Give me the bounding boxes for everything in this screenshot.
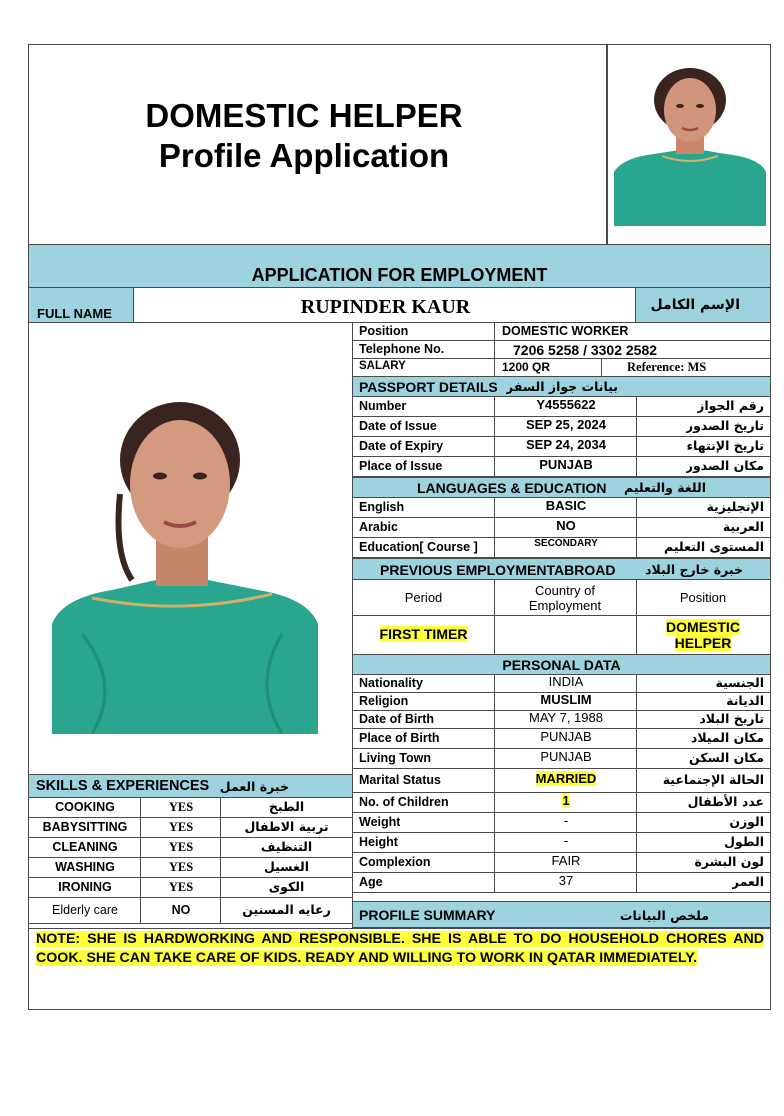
skill-label-ar: رعايه المسنين [242,902,331,917]
skill-value: YES [168,860,194,874]
basic-info-table [353,323,770,377]
languages-header [353,477,770,498]
personal-label-ar: الطول [724,834,764,849]
passport-value: SEP 25, 2024 [526,417,606,432]
telephone-label: Telephone No. [359,342,445,356]
full-name-label-ar: الإسم الكامل [650,297,740,313]
personal-label-ar: العمر [731,874,764,889]
personal-label-ar: الجنسية [715,675,764,690]
personal-row [353,813,770,833]
personal-value: MUSLIM [540,692,592,707]
profile-photo-large [52,384,318,734]
personal-label: Living Town [359,751,431,765]
personal-label-ar: تاريخ البلاد [699,711,764,726]
personal-label: Date of Birth [359,712,434,726]
profile-photo-small [614,54,766,226]
title-line-1: DOMESTIC HELPER [145,97,463,134]
passport-label-ar: مكان الصدور [685,458,764,473]
personal-row [353,833,770,853]
personal-label: Age [359,875,383,889]
full-name-value: RUPINDER KAUR [300,296,471,318]
personal-label-ar: لون البشرة [694,854,764,869]
skill-label: Elderly care [52,903,118,917]
skill-row [29,858,352,878]
previous-employment-header [353,558,770,580]
profile-summary-header [353,901,770,928]
skill-value: YES [168,880,194,894]
personal-label-ar: عدد الأطفال [687,794,764,809]
skill-label: WASHING [55,860,115,874]
skill-label: COOKING [55,800,115,814]
skill-label: IRONING [58,880,112,894]
skill-label-ar: الكوى [268,879,305,894]
personal-value: MARRIED [535,771,597,786]
personal-label: Marital Status [359,773,441,787]
passport-label-ar: تاريخ الصدور [685,418,764,433]
profile-summary-label: PROFILE SUMMARY [359,907,496,923]
skill-row [29,878,352,898]
personal-label-ar: مكان الميلاد [690,730,764,745]
previous-employment-table [353,580,770,654]
skill-label: CLEANING [52,840,118,854]
period-column-header: Period [404,590,443,605]
personal-data-label: PERSONAL DATA [502,657,621,673]
language-row [353,518,770,538]
personal-row [353,675,770,693]
skill-row [29,838,352,858]
personal-value: FAIR [551,853,581,868]
language-value: SECONDARY [534,538,598,549]
language-row [353,538,770,558]
country-column-header: Country of Employment [528,583,602,613]
personal-value: PUNJAB [540,749,592,764]
personal-label-ar: الوزن [729,814,764,829]
skill-label-ar: تربية الاطفال [244,819,329,834]
period-value: FIRST TIMER [379,626,468,642]
passport-row [353,417,770,437]
personal-row [353,711,770,729]
language-label-ar: الإنجليزية [706,499,764,514]
skill-row [29,898,352,924]
language-label-ar: العربية [722,519,764,534]
passport-header-ar: بيانات جواز السفر [506,379,618,394]
language-label: Education[ Course ] [359,540,478,554]
skill-value: YES [168,800,194,814]
passport-label-ar: رقم الجواز [697,398,764,413]
reference-value: Reference: MS [627,360,707,374]
languages-header-label: LANGUAGES & EDUCATION [417,480,607,496]
personal-label: Height [359,835,398,849]
language-row [353,498,770,518]
personal-value: PUNJAB [540,729,592,744]
languages-header-ar: اللغة والتعليم [624,480,706,495]
language-label: Arabic [359,520,398,534]
personal-value: 37 [558,873,574,888]
position-label: Position [359,324,409,338]
passport-value: PUNJAB [539,457,593,472]
skill-value: YES [168,840,194,854]
skill-row [29,798,352,818]
document-title [30,96,578,176]
personal-row [353,873,770,893]
position-value: DOMESTIC WORKER [502,324,629,338]
language-value: NO [556,518,576,533]
passport-row [353,397,770,417]
personal-label-ar: الحالة الإجتماعية [662,772,764,787]
telephone-value: 7206 5258 / 3302 2582 [513,342,658,358]
full-name-label: FULL NAME [37,306,112,321]
language-label-ar: المستوى التعليم [664,539,764,554]
personal-value: - [563,833,569,848]
application-title: APPLICATION FOR EMPLOYMENT [251,265,548,285]
skill-label-ar: التنظيف [260,839,313,854]
passport-label: Date of Expiry [359,439,444,453]
personal-row [353,693,770,711]
skill-row [29,818,352,838]
personal-value: - [563,813,569,828]
salary-value: 1200 QR [502,360,551,374]
profile-summary-ar: ملخص البيانات [619,908,709,923]
note-text: NOTE: SHE IS HARDWORKING AND RESPONSIBLE. SHE IS ABLE TO DO HOUSEHOLD CHORES AND COOK. SHE CAN TAKE CARE OF KIDS. READY AND WILLING TO WORK IN QATAR IMMEDIATELY. [36,931,764,966]
personal-row [353,769,770,793]
salary-label: SALARY [359,360,406,372]
passport-header-label: PASSPORT DETAILS [359,379,498,395]
skills-header [29,774,352,798]
personal-row [353,793,770,813]
passport-value: Y4555622 [536,397,596,412]
personal-label: Complexion [359,855,431,869]
skill-label-ar: الغسيل [263,859,309,874]
full-name-ar-cell [636,287,770,323]
full-name-value-cell [133,287,636,323]
personal-row [353,729,770,749]
passport-label: Date of Issue [359,419,437,433]
personal-label: Nationality [359,676,423,690]
personal-data-header [353,654,770,675]
personal-label: Weight [359,815,401,829]
skill-label: BABYSITTING [42,820,128,834]
title-line-2: Profile Application [158,137,450,174]
personal-value: 1 [562,793,570,808]
personal-row [353,853,770,873]
passport-label: Place of Issue [359,459,443,473]
skills-header-label: SKILLS & EXPERIENCES [36,778,210,794]
person-photo-icon [52,384,318,734]
skill-label-ar: الطبخ [268,799,305,814]
skill-value: YES [168,820,194,834]
passport-header [353,376,770,397]
personal-value: INDIA [548,674,584,689]
position-value-prev: DOMESTIC HELPER [666,619,740,651]
personal-row [353,749,770,769]
personal-label-ar: الديانة [726,693,764,708]
language-value: BASIC [545,498,587,513]
passport-value: SEP 24, 2034 [526,437,606,452]
skill-value: NO [171,903,191,917]
passport-label-ar: تاريخ الإنتهاء [686,438,764,453]
skills-header-ar: خبرة العمل [219,779,289,794]
personal-label: No. of Children [359,795,449,809]
previous-employment-ar: خبرة خارج البلاد [645,562,743,577]
passport-row [353,457,770,477]
language-label: English [359,500,405,514]
personal-label: Religion [359,694,409,708]
personal-label-ar: مكان السكن [689,750,764,765]
full-name-label-cell [29,287,133,323]
previous-employment-label: PREVIOUS EMPLOYMENTABROAD [380,562,616,578]
application-title-bar [29,244,770,287]
position-column-header: Position [679,590,727,605]
passport-label: Number [359,399,407,413]
personal-label: Place of Birth [359,731,440,745]
personal-value: MAY 7, 1988 [529,710,603,725]
person-photo-icon [614,54,766,226]
passport-row [353,437,770,457]
